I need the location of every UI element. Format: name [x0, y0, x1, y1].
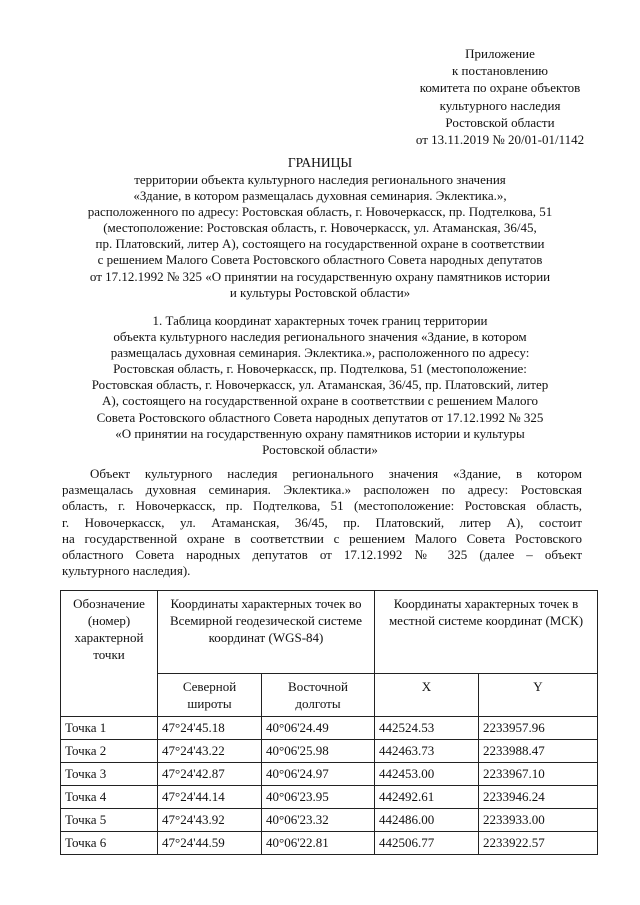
paragraph-line: размещалась духовная семинария. Эклектика.» расположен по адресу: Ростовская: [62, 482, 582, 498]
appendix-block: [395, 45, 605, 148]
cell-longitude: 40°06'25.98: [262, 740, 375, 763]
subtitle-line: территории объекта культурного наследия регионального значения: [134, 172, 506, 187]
section-line: Ростовской области»: [262, 441, 378, 457]
section-line: Ростовская область, г. Новочеркасск, пр. Подтелкова, 51 (местоположение:: [113, 361, 527, 377]
paragraph-line: областного Совета народных депутатов от 17.12.1992 № 325 (далее – объект: [62, 547, 582, 563]
cell-x: 442486.00: [375, 809, 479, 832]
cell-x: 442506.77: [375, 832, 479, 855]
subtitle-line: (местоположение: Ростовская область, г. Новочеркасск, ул. Атаманская, 36/45,: [103, 220, 537, 236]
cell-y: 2233922.57: [479, 832, 598, 855]
table-header-row: [61, 591, 598, 674]
section-heading: [60, 313, 580, 458]
cell-point: Точка 2: [61, 740, 158, 763]
document-subtitle: [40, 172, 600, 301]
cell-latitude: 47°24'44.59: [158, 832, 262, 855]
header-designation: Обозначение (номер) характерной точки: [61, 591, 158, 717]
header-longitude: Восточной долготы: [262, 674, 375, 717]
appendix-line: культурного наследия: [439, 97, 561, 113]
cell-point: Точка 6: [61, 832, 158, 855]
cell-x: 442463.73: [375, 740, 479, 763]
section-line: Ростовская область, г. Новочеркасск, ул. Атаманская, 36/45, пр. Платовский, литер: [91, 377, 549, 393]
table-row: [61, 786, 598, 809]
cell-y: 2233988.47: [479, 740, 598, 763]
paragraph-line: г. Новочеркасск, ул. Атаманская, 36/45, пр. Платовский, литер А), состоит: [62, 514, 582, 530]
table-row: [61, 832, 598, 855]
cell-point: Точка 4: [61, 786, 158, 809]
paragraph-line: область, г. Новочеркасск, пр. Подтелкова, 51 (местоположение: Ростовская область,: [62, 498, 582, 514]
appendix-line: комитета по охране объектов: [419, 80, 581, 96]
section-line: размещалась духовная семинария. Эклектика.», расположенного по адресу:: [110, 345, 530, 361]
cell-y: 2233957.96: [479, 717, 598, 740]
subtitle-line: с решением Малого Совета Ростовского областного Совета народных депутатов: [97, 252, 543, 268]
paragraph-line: Объект культурного наследия регионального значения «Здание, в котором: [90, 466, 582, 481]
header-latitude: Северной широты: [158, 674, 262, 717]
document-title: ГРАНИЦЫ: [287, 155, 353, 170]
table-row: [61, 740, 598, 763]
header-y: Y: [479, 674, 598, 717]
cell-y: 2233967.10: [479, 763, 598, 786]
appendix-line: от 13.11.2019 № 20/01-01/1142: [415, 132, 585, 148]
header-msk: Координаты характерных точек в местной системе координат (МСК): [375, 591, 598, 674]
table-row: [61, 717, 598, 740]
body-paragraph: [62, 466, 582, 579]
appendix-line: Приложение: [465, 46, 535, 61]
table-row: [61, 809, 598, 832]
cell-latitude: 47°24'45.18: [158, 717, 262, 740]
section-line: А), состоящего на государственной охране в соответствии с решением Малого: [102, 393, 538, 409]
subtitle-line: «Здание, в котором размещалась духовная семинария. Эклектика.»,: [133, 188, 507, 204]
subtitle-line: расположенного по адресу: Ростовская область, г. Новочеркасск, пр. Подтелкова, 51: [87, 204, 553, 220]
cell-point: Точка 3: [61, 763, 158, 786]
cell-latitude: 47°24'44.14: [158, 786, 262, 809]
cell-y: 2233933.00: [479, 809, 598, 832]
coordinates-table: [60, 590, 598, 855]
cell-x: 442453.00: [375, 763, 479, 786]
subtitle-line: от 17.12.1992 № 325 «О принятии на государственную охрану памятников истории: [89, 268, 551, 284]
cell-longitude: 40°06'23.32: [262, 809, 375, 832]
cell-point: Точка 1: [61, 717, 158, 740]
cell-y: 2233946.24: [479, 786, 598, 809]
subtitle-line: и культуры Ростовской области»: [229, 284, 411, 300]
section-line: Совета Ростовского областного Совета народных депутатов от 17.12.1992 № 325: [96, 409, 544, 425]
table-row: [61, 763, 598, 786]
cell-longitude: 40°06'24.49: [262, 717, 375, 740]
section-line: 1. Таблица координат характерных точек границ территории: [152, 313, 488, 328]
cell-latitude: 47°24'43.92: [158, 809, 262, 832]
subtitle-line: пр. Платовский, литер А), состоящего на государственной охране в соответствии: [95, 236, 545, 252]
header-x: X: [375, 674, 479, 717]
header-wgs: Координаты характерных точек во Всемирной геодезической системе координат (WGS-84): [158, 591, 375, 674]
cell-x: 442524.53: [375, 717, 479, 740]
cell-longitude: 40°06'22.81: [262, 832, 375, 855]
appendix-line: к постановлению: [451, 63, 549, 79]
appendix-line: Ростовской области: [445, 114, 555, 130]
cell-x: 442492.61: [375, 786, 479, 809]
cell-latitude: 47°24'42.87: [158, 763, 262, 786]
section-line: «О принятии на государственную охрану памятников истории и культуры: [115, 425, 525, 441]
section-line: объекта культурного наследия регионального значения «Здание, в котором: [113, 329, 527, 345]
paragraph-line: культурного наследия).: [62, 563, 191, 579]
cell-point: Точка 5: [61, 809, 158, 832]
cell-longitude: 40°06'23.95: [262, 786, 375, 809]
cell-longitude: 40°06'24.97: [262, 763, 375, 786]
cell-latitude: 47°24'43.22: [158, 740, 262, 763]
paragraph-line: на государственной охране в соответствии с решением Малого Совета Ростовского: [62, 530, 582, 546]
